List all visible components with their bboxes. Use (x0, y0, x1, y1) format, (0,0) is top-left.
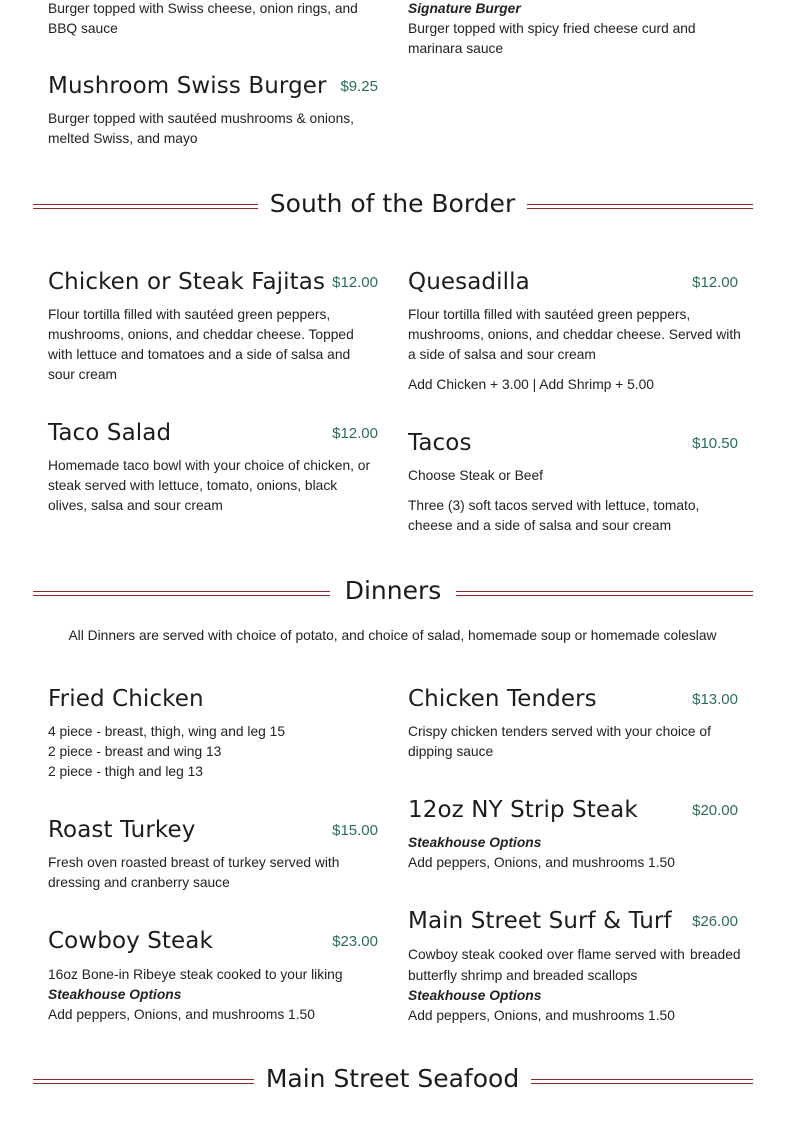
menu-item-price: $12.00 (332, 274, 378, 291)
description-line: dipping sauce (408, 744, 494, 759)
menu-item-name: 12oz NY Strip Steak (408, 797, 638, 823)
menu-item-price: $20.00 (692, 802, 738, 819)
description-line: 4 piece - breast, thigh, wing and leg 15 (48, 724, 285, 739)
menu-item-options (408, 833, 748, 873)
menu-item-name: Fried Chicken (48, 686, 204, 712)
description-line: 16oz Bone-in Ribeye steak cooked to your liking (48, 967, 343, 982)
menu-item-name: Roast Turkey (48, 817, 196, 843)
description-line: Flour tortilla filled with sautéed green peppers, (408, 307, 691, 322)
menu-item-price: $23.00 (332, 933, 378, 950)
menu-item-choice: Choose Steak or Beef (408, 468, 543, 483)
menu-item-name: Mushroom Swiss Burger (48, 73, 327, 99)
menu-item-description (48, 456, 388, 516)
steakhouse-options-addon: Add peppers, Onions, and mushrooms 1.50 (408, 855, 675, 870)
description-line: Homemade taco bowl with your choice of chicken, or (48, 458, 371, 473)
description-line: Crispy chicken tenders served with your choice of (408, 724, 711, 739)
description-line: dressing and cranberry sauce (48, 875, 230, 890)
menu-item-price: $26.00 (692, 913, 738, 930)
description-line: sour cream (48, 367, 118, 382)
description-line: breaded butterfly shrimp and breaded scallops (408, 947, 741, 983)
menu-item-description (48, 853, 378, 893)
menu-item-description (48, 722, 378, 782)
menu-item-price: $13.00 (692, 691, 738, 708)
menu-item-name: Quesadilla (408, 269, 530, 295)
menu-item-addons: Add Chicken + 3.00 | Add Shrimp + 5.00 (408, 377, 654, 392)
description-line: Burger topped with sautéed mushrooms & onions, (48, 111, 355, 126)
description-line: Cowboy steak cooked over flame served with (408, 947, 685, 962)
description-line: marinara sauce (408, 41, 504, 56)
menu-item-description (48, 109, 378, 149)
signature-burger-label: Signature Burger (408, 1, 521, 16)
menu-item-description (48, 964, 388, 1025)
section-divider-right (456, 591, 753, 596)
section-note: All Dinners are served with choice of potato, and choice of salad, homemade soup or homemade coleslaw (68, 628, 717, 643)
steakhouse-options-label: Steakhouse Options (48, 987, 182, 1002)
menu-item-price: $15.00 (332, 822, 378, 839)
section-divider-left (33, 204, 258, 209)
burger-bbq-description (48, 0, 378, 39)
steakhouse-options-label: Steakhouse Options (408, 835, 542, 850)
section-divider-right (527, 204, 753, 209)
menu-item-description (408, 496, 748, 536)
menu-item-name: Chicken Tenders (408, 686, 597, 712)
menu-item-price: $10.50 (692, 435, 738, 452)
menu-item-price: $9.25 (340, 78, 378, 95)
menu-item-description (408, 722, 748, 762)
menu-item-name: Main Street Surf & Turf (408, 908, 672, 934)
section-divider-left (33, 1079, 254, 1084)
description-line: steak served with lettuce, tomato, onions, black (48, 478, 338, 493)
signature-burger-block (408, 0, 738, 59)
steakhouse-options-label: Steakhouse Options (408, 988, 542, 1003)
description-line: Burger topped with Swiss cheese, onion rings, and (48, 1, 358, 16)
menu-item-name: Tacos (408, 430, 472, 456)
description-line: Flour tortilla filled with sautéed green peppers, (48, 307, 331, 322)
menu-item-price: $12.00 (332, 425, 378, 442)
description-line: Three (3) soft tacos served with lettuce, tomato, (408, 498, 700, 513)
description-line: a side of salsa and sour cream (408, 347, 596, 362)
steakhouse-options-addon: Add peppers, Onions, and mushrooms 1.50 (48, 1007, 315, 1022)
signature-burger-description (408, 19, 738, 59)
description-line: 2 piece - thigh and leg 13 (48, 764, 203, 779)
menu-item-name: Cowboy Steak (48, 928, 213, 954)
menu-item-price: $12.00 (692, 274, 738, 291)
description-line: cheese and a side of salsa and sour cream (408, 518, 672, 533)
description-line: olives, salsa and sour cream (48, 498, 223, 513)
steakhouse-options-addon: Add peppers, Onions, and mushrooms 1.50 (408, 1008, 675, 1023)
menu-item-description (408, 305, 748, 365)
description-line: melted Swiss, and mayo (48, 131, 198, 146)
section-title-seafood: Main Street Seafood (265, 1064, 520, 1093)
description-line: Burger topped with spicy fried cheese curd and (408, 21, 696, 36)
menu-item-name: Chicken or Steak Fajitas (48, 269, 326, 295)
section-divider-left (33, 591, 330, 596)
menu-item-description (408, 944, 748, 1026)
menu-item-name: Taco Salad (48, 420, 172, 446)
description-line: BBQ sauce (48, 21, 118, 36)
description-line: mushrooms, onions, and cheddar cheese. Topped (48, 327, 354, 342)
section-divider-right (531, 1079, 753, 1084)
description-line: 2 piece - breast and wing 13 (48, 744, 222, 759)
section-title-south: South of the Border (269, 189, 516, 218)
description-line: mushrooms, onions, and cheddar cheese. Served with (408, 327, 741, 342)
description-line: with lettuce and tomatoes and a side of salsa and (48, 347, 351, 362)
menu-item-description (48, 305, 383, 385)
description-line: Fresh oven roasted breast of turkey served with (48, 855, 340, 870)
section-title-dinners: Dinners (344, 576, 442, 605)
